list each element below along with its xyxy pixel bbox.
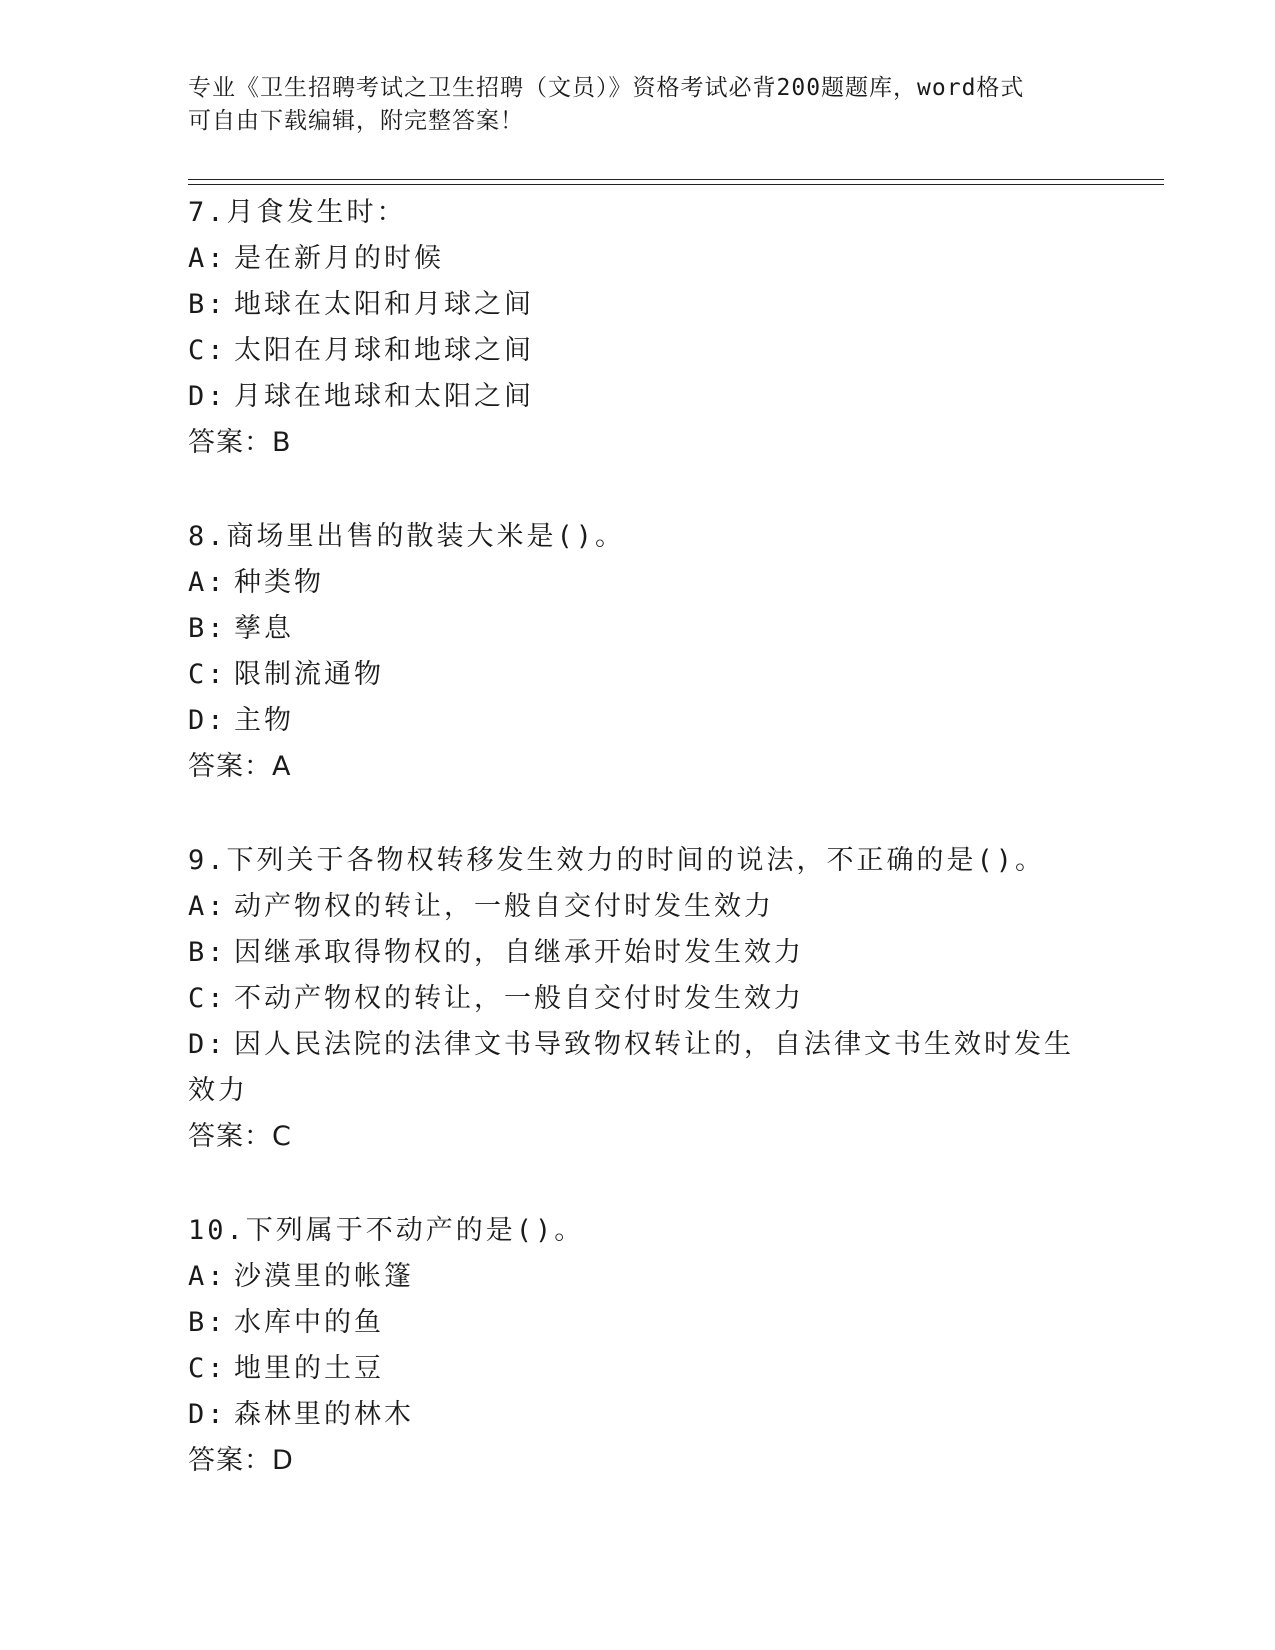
option-b [188,930,1088,976]
option-b [188,282,1088,328]
option-text: 地里的土豆 [234,1353,384,1384]
option-letter: B: [188,937,227,968]
option-letter: A: [188,243,227,274]
option-letter: B: [188,613,227,644]
option-letter: A: [188,891,227,922]
option-text: 限制流通物 [234,659,384,690]
option-a [188,236,1088,282]
option-a [188,1254,1088,1300]
option-text: 种类物 [234,567,324,598]
option-text: 因继承取得物权的，自继承开始时发生效力 [234,937,804,968]
question-stem: 7.月食发生时： [188,197,407,228]
question-stem: 10.下列属于不动产的是()。 [188,1215,585,1246]
question-8 [188,514,1088,790]
option-text: 因人民法院的法律文书导致物权转让的，自法律文书生效时发生效力 [188,1029,1074,1106]
option-b [188,606,1088,652]
option-letter: C: [188,983,227,1014]
option-d [188,698,1088,744]
question-9 [188,838,1088,1160]
question-stem: 8.商场里出售的散装大米是()。 [188,521,626,552]
option-c [188,1346,1088,1392]
answer-line: 答案：C [188,1121,292,1152]
question-7 [188,190,1088,466]
option-letter: B: [188,1307,227,1338]
question-list [188,190,1088,1532]
option-letter: C: [188,1353,227,1384]
option-text: 不动产物权的转让，一般自交付时发生效力 [234,983,804,1014]
header-line-1: 专业《卫生招聘考试之卫生招聘（文员）》资格考试必背200题题库，word格式 [188,75,1025,101]
header-rule-top [188,179,1164,180]
option-text: 地球在太阳和月球之间 [234,289,534,320]
option-letter: C: [188,335,227,366]
option-text: 森林里的林木 [234,1399,414,1430]
option-b [188,1300,1088,1346]
document-header [188,72,1088,138]
option-text: 水库中的鱼 [234,1307,384,1338]
option-letter: B: [188,289,227,320]
option-letter: D: [188,1029,227,1060]
option-letter: D: [188,705,227,736]
question-10 [188,1208,1088,1484]
option-text: 月球在地球和太阳之间 [234,381,534,412]
option-letter: A: [188,567,227,598]
option-letter: D: [188,1399,227,1430]
option-letter: D: [188,381,227,412]
option-text: 主物 [234,705,294,736]
option-a [188,884,1088,930]
option-a [188,560,1088,606]
option-c [188,976,1088,1022]
option-text: 太阳在月球和地球之间 [234,335,534,366]
option-text: 是在新月的时候 [234,243,444,274]
answer-line: 答案：A [188,751,292,782]
option-text: 沙漠里的帐篷 [234,1261,414,1292]
option-letter: A: [188,1261,227,1292]
option-letter: C: [188,659,227,690]
option-d [188,1022,1088,1114]
answer-line: 答案：D [188,1445,294,1476]
answer-line: 答案：B [188,427,292,458]
header-line-2: 可自由下载编辑，附完整答案！ [188,108,524,134]
option-d [188,374,1088,420]
option-d [188,1392,1088,1438]
question-stem: 9.下列关于各物权转移发生效力的时间的说法，不正确的是()。 [188,845,1046,876]
option-text: 孳息 [234,613,294,644]
header-rule-bottom [188,184,1164,185]
option-c [188,328,1088,374]
option-text: 动产物权的转让，一般自交付时发生效力 [234,891,774,922]
option-c [188,652,1088,698]
